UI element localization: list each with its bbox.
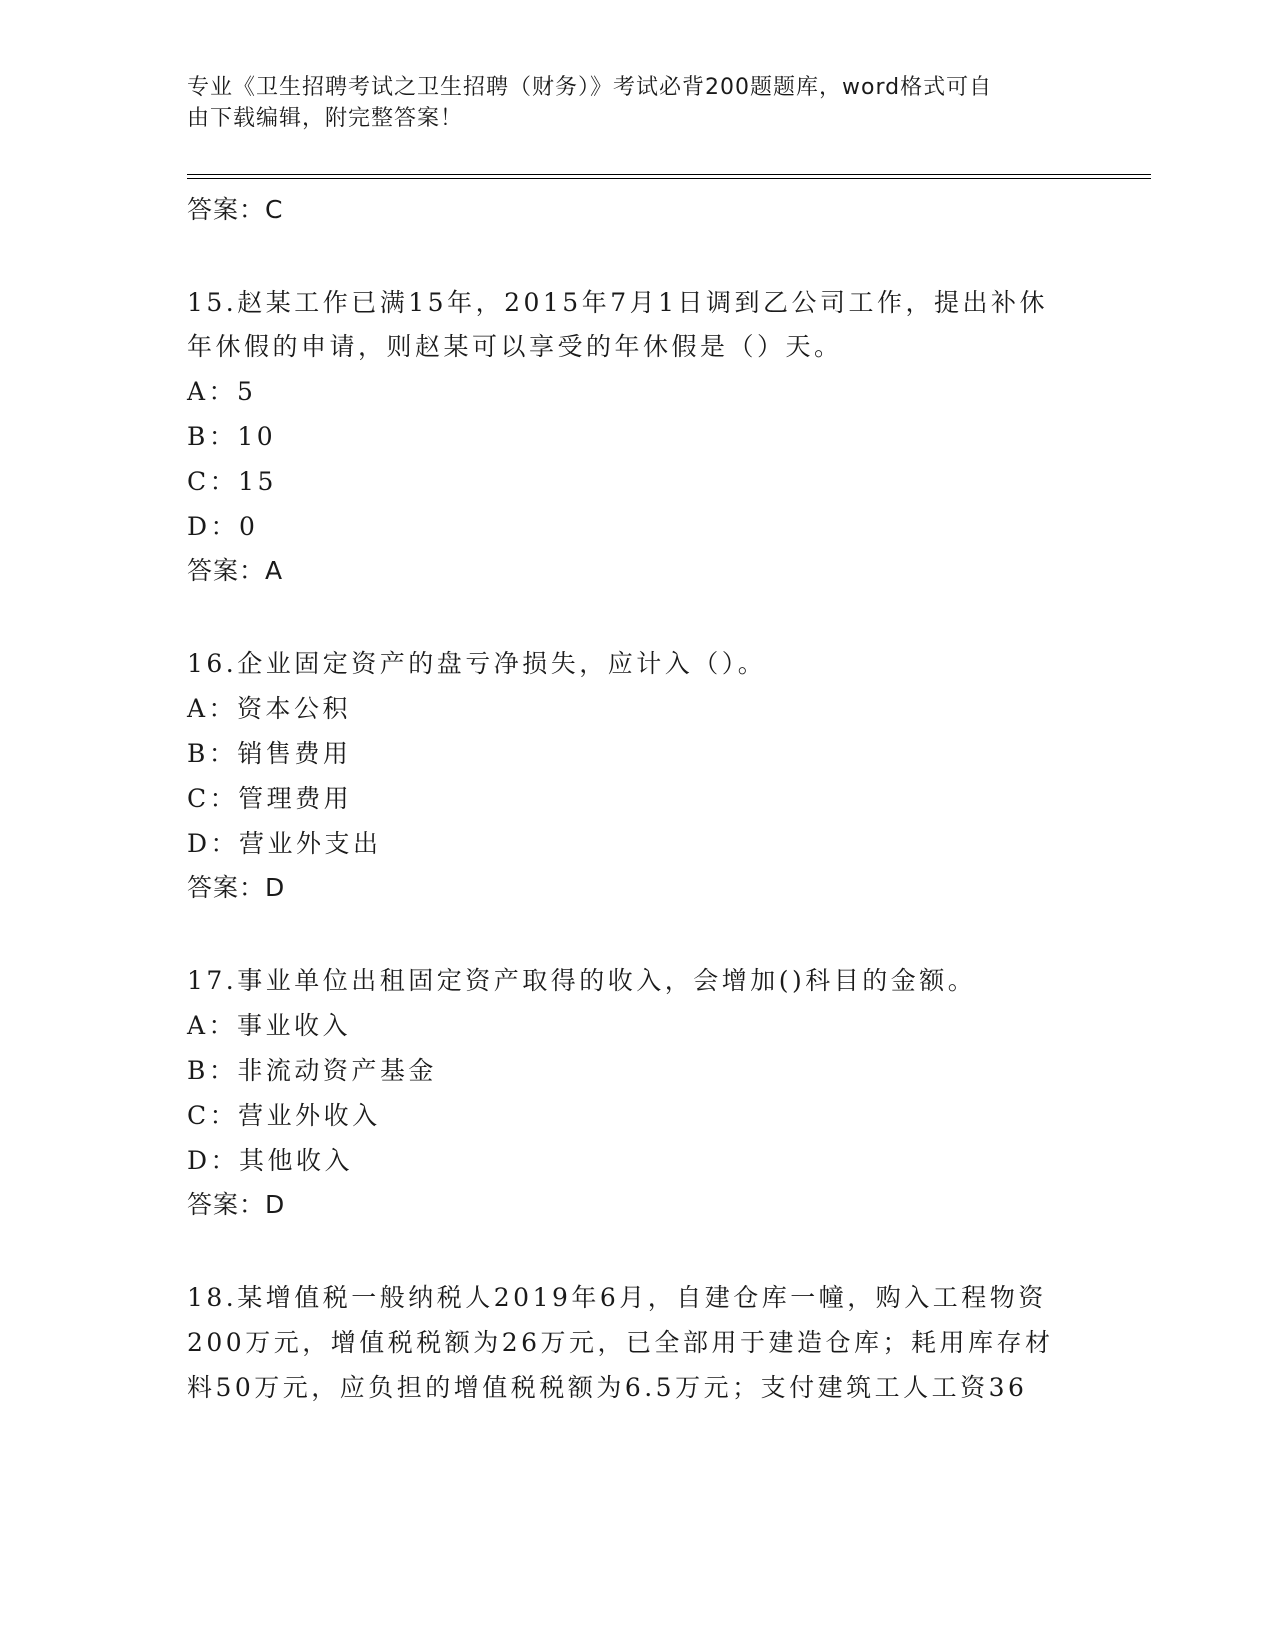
answer-15: 答案：A [187,556,284,585]
question-15-option-a: A：5 [187,377,257,406]
question-15-line-1: 15.赵某工作已满15年，2015年7月1日调到乙公司工作，提出补休 [187,288,1049,317]
answer-14: 答案：C [187,195,284,224]
question-17-option-d: D：其他收入 [187,1146,354,1175]
question-17-option-a: A：事业收入 [187,1011,352,1040]
answer-16: 答案：D [187,873,286,902]
question-15-option-b: B：10 [187,422,277,451]
question-17-option-c: C：营业外收入 [187,1101,381,1130]
question-15-option-d: D：0 [187,512,259,541]
question-15-option-c: C：15 [187,467,277,496]
question-17-option-b: B：非流动资产基金 [187,1056,437,1085]
header-line-1: 专业《卫生招聘考试之卫生招聘（财务）》考试必背200题题库，word格式可自 [187,75,993,100]
question-16-option-c: C：管理费用 [187,784,353,813]
question-16-option-a: A：资本公积 [187,694,352,723]
question-17-line-1: 17.事业单位出租固定资产取得的收入，会增加()科目的金额。 [187,966,977,995]
question-16-line-1: 16.企业固定资产的盘亏净损失，应计入（）。 [187,649,767,678]
question-18-line-2: 200万元，增值税税额为26万元，已全部用于建造仓库；耗用库存材 [187,1328,1054,1357]
question-16-option-d: D：营业外支出 [187,829,382,858]
header-rule-bottom [187,178,1151,179]
answer-17: 答案：D [187,1190,286,1219]
question-18-line-1: 18.某增值税一般纳税人2019年6月，自建仓库一幢，购入工程物资 [187,1283,1047,1312]
header-line-2: 由下载编辑，附完整答案！ [187,106,464,131]
question-18-line-3: 料50万元，应负担的增值税税额为6.5万元；支付建筑工人工资36 [187,1373,1028,1402]
header-rule-top [187,174,1151,175]
question-15-line-2: 年休假的申请，则赵某可以享受的年休假是（）天。 [187,332,843,361]
page-header [187,72,1067,134]
question-16-option-b: B：销售费用 [187,739,352,768]
